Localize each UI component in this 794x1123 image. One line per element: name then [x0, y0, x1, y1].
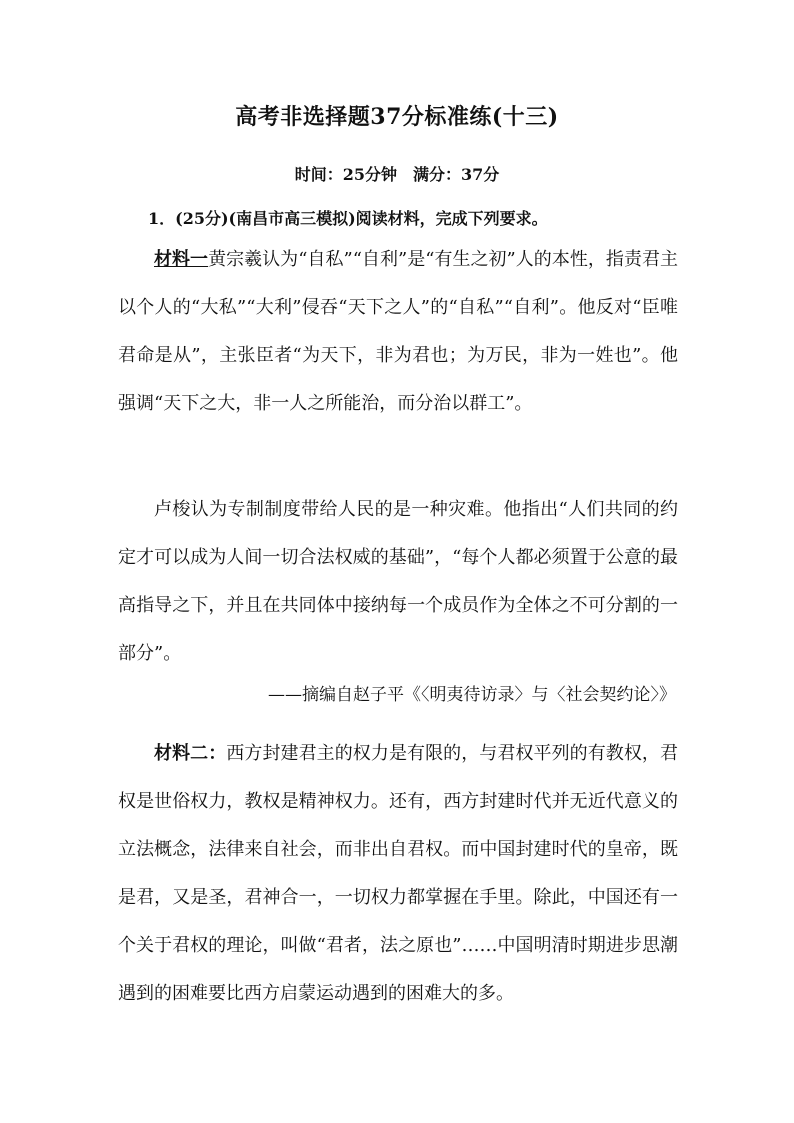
material-two-label: 材料二：	[154, 743, 227, 764]
exam-time-score: 时间：25分钟 满分：37分	[294, 165, 500, 184]
material-one-label: 材料一	[154, 249, 209, 270]
page-title: 高考非选择题37分标准练(十三)	[235, 104, 559, 130]
material-one-paragraph-two	[118, 486, 678, 678]
material-one-paragraph	[118, 236, 678, 428]
material-two-text: 西方封建君主的权力是有限的，与君权平列的有教权，君权是世俗权力，教权是精神权力。还有，西方封建时代并无近代意义的立法概念，法律来自社会，而非出自君权。而中国封建时代的皇帝，既是君，又是圣，君神合一，一切权力都掌握在手里。除此，中国还有一个关于君权的理论，叫做“君者，法之原也”……中国明清时期进步思潮遇到的困难要比西方启蒙运动遇到的困难大的多。	[118, 743, 679, 1004]
material-one-text-two: 卢梭认为专制制度带给人民的是一种灾难。他指出“人们共同的约定才可以成为人间一切合法权威的基础”，“每个人都必须置于公意的最高指导之下，并且在共同体中接纳每一个成员作为全体之不可分割的一部分”。	[118, 499, 678, 664]
material-one-text: 黄宗羲认为“自私”“自利”是“有生之初”人的本性，指责君主以个人的“大私”“大利”侵吞“天下之人”的“自私”“自利”。他反对“臣唯君命是从”，主张臣者“为天下，非为君也；为万民，非为一姓也”。他强调“天下之大，非一人之所能治，而分治以群工”。	[118, 249, 678, 414]
material-one-source: ——摘编自赵子平《〈明夷待访录〉与〈社会契约论〉》	[268, 685, 676, 705]
material-two-paragraph	[118, 730, 678, 1018]
question-stem: 1．(25分)(南昌市高三模拟)阅读材料，完成下列要求。	[148, 209, 548, 228]
